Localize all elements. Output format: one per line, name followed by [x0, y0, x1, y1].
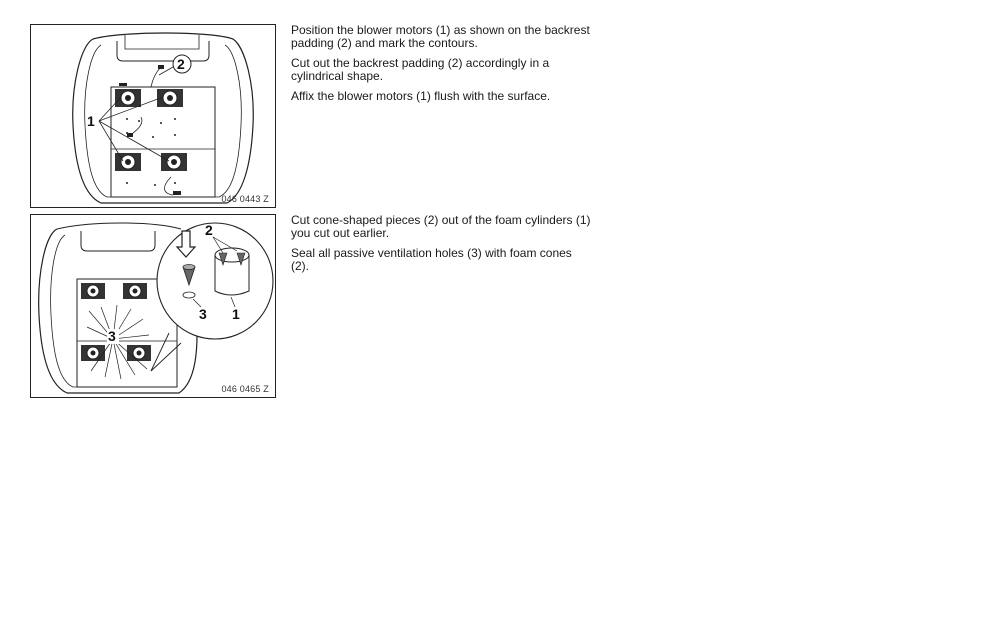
figure-blower-motor-position [30, 24, 276, 208]
blower-motor-lower-right [127, 345, 151, 361]
step-1 [30, 24, 610, 208]
figure-code: 046 0465 Z [221, 384, 269, 394]
step-1-instructions [291, 24, 591, 110]
instruction-section [0, 0, 608, 400]
foam-cylinder [215, 248, 249, 295]
callout-holes-seat: 3 [108, 328, 116, 344]
instruction-paragraph: Cut cone-shaped pieces (2) out of the foam cylinders (1) you cut out earlier. [291, 213, 591, 240]
instruction-paragraph: Position the blower motors (1) as shown on the backrest padding (2) and mark the contours. [291, 23, 590, 50]
callout-cylinder: 1 [232, 306, 240, 322]
blower-motor-upper-right [123, 283, 147, 299]
callout-motors: 1 [87, 113, 95, 129]
figure-code: 046 0443 Z [221, 194, 269, 204]
blower-motor-lower-left [115, 153, 141, 171]
instruction-paragraph: Cut out the backrest padding (2) accordingly in a cylindrical shape. [291, 56, 550, 83]
callout-cone: 2 [205, 222, 213, 238]
step-2 [30, 214, 610, 398]
seat-backrest-illustration [31, 25, 275, 207]
blower-motor-lower-left [81, 345, 105, 361]
step-2-instructions [291, 214, 591, 280]
instruction-paragraph: Affix the blower motors (1) flush with the surface. [291, 89, 551, 103]
figure-foam-cones [30, 214, 276, 398]
blower-motor-lower-right [161, 153, 187, 171]
blower-motor-upper-left [81, 283, 105, 299]
blower-motor-upper-left [115, 89, 141, 107]
callout-holes-detail: 3 [199, 306, 207, 322]
seat-backrest-ventilation-illustration [31, 215, 275, 397]
instruction-paragraph: Seal all passive ventilation holes (3) with foam cones (2). [291, 246, 572, 273]
callout-padding: 2 [177, 56, 185, 72]
